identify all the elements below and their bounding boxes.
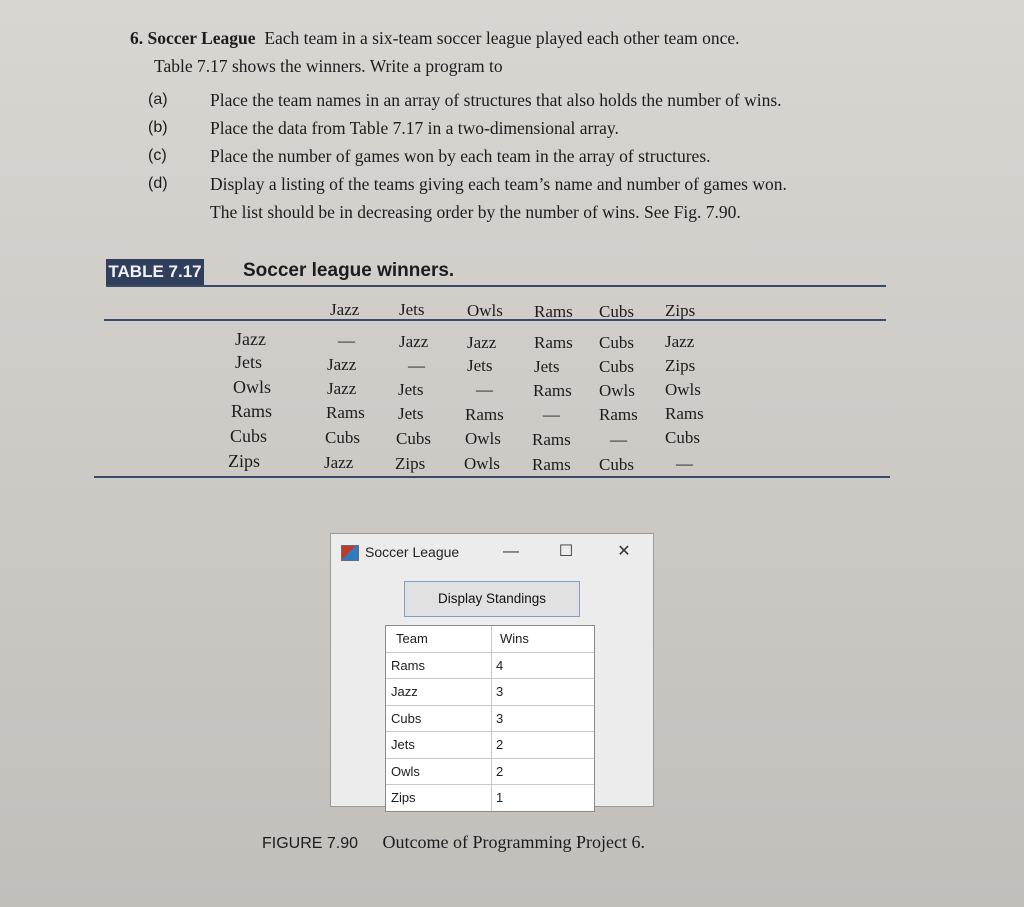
wins-cell[interactable]: 1: [496, 790, 504, 805]
table-cell: Rams: [534, 333, 573, 352]
part-label: (c): [148, 147, 167, 164]
standings-grid[interactable]: [385, 625, 595, 812]
table-number-tag: TABLE 7.17: [106, 259, 204, 285]
table-cell: Rams: [665, 404, 704, 423]
table-cell: Jazz: [327, 355, 357, 374]
table-caption: Soccer league winners.: [243, 260, 455, 281]
table-cell: —: [338, 331, 355, 350]
table-cell: Zips: [665, 356, 696, 375]
part-c: [148, 142, 888, 170]
figure-caption-text: Outcome of Programming Project 6.: [382, 832, 645, 852]
table-bottom-rule: [94, 476, 890, 478]
column-header: Zips: [665, 301, 696, 320]
table-cell: Rams: [533, 381, 572, 400]
row-header: Jets: [235, 352, 262, 372]
table-cell: Rams: [599, 405, 638, 424]
table-row[interactable]: [386, 759, 594, 786]
table-row[interactable]: [386, 679, 594, 706]
table-row[interactable]: [386, 732, 594, 759]
column-header: Jazz: [330, 300, 360, 319]
table-cell: Zips: [395, 454, 426, 473]
grid-header-team: Team: [386, 626, 492, 652]
figure-number: FIGURE 7.90: [262, 835, 359, 852]
app-icon: [341, 545, 359, 561]
table-cell: Cubs: [396, 429, 431, 448]
wins-cell[interactable]: 2: [496, 737, 504, 752]
column-header: Cubs: [599, 302, 634, 321]
wins-cell[interactable]: 3: [496, 684, 504, 699]
display-standings-button[interactable]: Display Standings: [404, 581, 580, 617]
table-cell: Jazz: [327, 379, 357, 398]
team-cell[interactable]: Rams: [386, 653, 492, 679]
table-cell: Rams: [532, 455, 571, 474]
table-cell: Rams: [465, 405, 504, 424]
table-cell: —: [476, 380, 493, 399]
table-cell: Jazz: [665, 332, 695, 351]
part-a: [148, 86, 888, 114]
problem-statement: [130, 24, 890, 80]
table-cell: —: [408, 356, 425, 375]
table-cell: Jets: [467, 356, 493, 375]
table-cell: Cubs: [599, 455, 634, 474]
table-cell: Owls: [599, 381, 635, 400]
table-cell: Cubs: [325, 428, 360, 447]
table-cell: Jets: [398, 380, 424, 399]
part-b: [148, 114, 888, 142]
row-header: Rams: [231, 401, 273, 421]
part-d-line2: The list should be in decreasing order by the number of wins. See Fig. 7.90.: [210, 202, 741, 222]
table-cell: Jazz: [467, 333, 497, 352]
maximize-button[interactable]: ☐: [558, 543, 574, 560]
window-titlebar[interactable]: [331, 534, 653, 572]
table-cell: Owls: [465, 429, 501, 448]
table-row[interactable]: [386, 653, 594, 680]
table-cell: Cubs: [665, 428, 700, 447]
part-label: (b): [148, 119, 168, 136]
row-header: Owls: [233, 377, 272, 397]
problem-parts: [148, 86, 888, 226]
table-cell: Owls: [665, 380, 701, 399]
close-button[interactable]: ✕: [617, 543, 631, 560]
row-header: Cubs: [230, 426, 268, 446]
column-header: Owls: [467, 301, 503, 320]
part-text: [180, 170, 787, 226]
table-cell: Jets: [534, 357, 560, 376]
row-header: Zips: [228, 451, 261, 471]
table-cell: Rams: [326, 403, 365, 422]
grid-header-wins: Wins: [500, 631, 529, 646]
minimize-button[interactable]: —: [503, 543, 519, 560]
table-cell: —: [676, 454, 693, 473]
table-row[interactable]: [386, 785, 594, 811]
problem-number: 6.: [130, 28, 144, 48]
table-cell: Jazz: [324, 453, 354, 472]
wins-cell[interactable]: 4: [496, 657, 504, 673]
app-window: [330, 533, 654, 807]
team-cell[interactable]: Owls: [386, 759, 492, 785]
part-d-line1: Display a listing of the teams giving each team’s name and number of games won.: [210, 174, 787, 194]
part-label: (d): [148, 175, 168, 192]
table-cell: Cubs: [599, 333, 634, 352]
grid-header-row: [386, 626, 594, 653]
part-text: Place the team names in an array of structures that also holds the number of wins.: [210, 90, 782, 110]
problem-title: Soccer League: [147, 28, 256, 48]
part-text: Place the number of games won by each team in the array of structures.: [210, 146, 711, 166]
wins-cell[interactable]: 2: [496, 763, 504, 779]
problem-intro-line2: Table 7.17 shows the winners. Write a program to: [154, 56, 503, 76]
table-cell: Rams: [532, 430, 571, 449]
team-cell[interactable]: Zips: [386, 785, 492, 811]
wins-cell[interactable]: 3: [496, 710, 504, 726]
table-cell: Jazz: [399, 332, 429, 351]
part-d: [148, 170, 888, 226]
table-cell: Owls: [464, 454, 500, 473]
column-header: Jets: [399, 300, 425, 319]
part-text: Place the data from Table 7.17 in a two-dimensional array.: [210, 118, 619, 138]
window-title: Soccer League: [365, 544, 460, 560]
column-header: Rams: [534, 302, 573, 321]
table-row[interactable]: [386, 706, 594, 733]
team-cell[interactable]: Jets: [386, 732, 492, 758]
table-cell: Jets: [398, 404, 424, 423]
row-header: Jazz: [235, 329, 266, 349]
team-cell[interactable]: Jazz: [386, 679, 492, 705]
table-cell: —: [543, 405, 560, 424]
table-cell: —: [610, 430, 627, 449]
figure-caption: [262, 832, 645, 853]
table-top-rule: [106, 285, 886, 287]
table-cell: Cubs: [599, 357, 634, 376]
part-label: (a): [148, 91, 168, 108]
team-cell[interactable]: Cubs: [386, 706, 492, 732]
problem-intro: Each team in a six-team soccer league played each other team once.: [264, 28, 740, 48]
